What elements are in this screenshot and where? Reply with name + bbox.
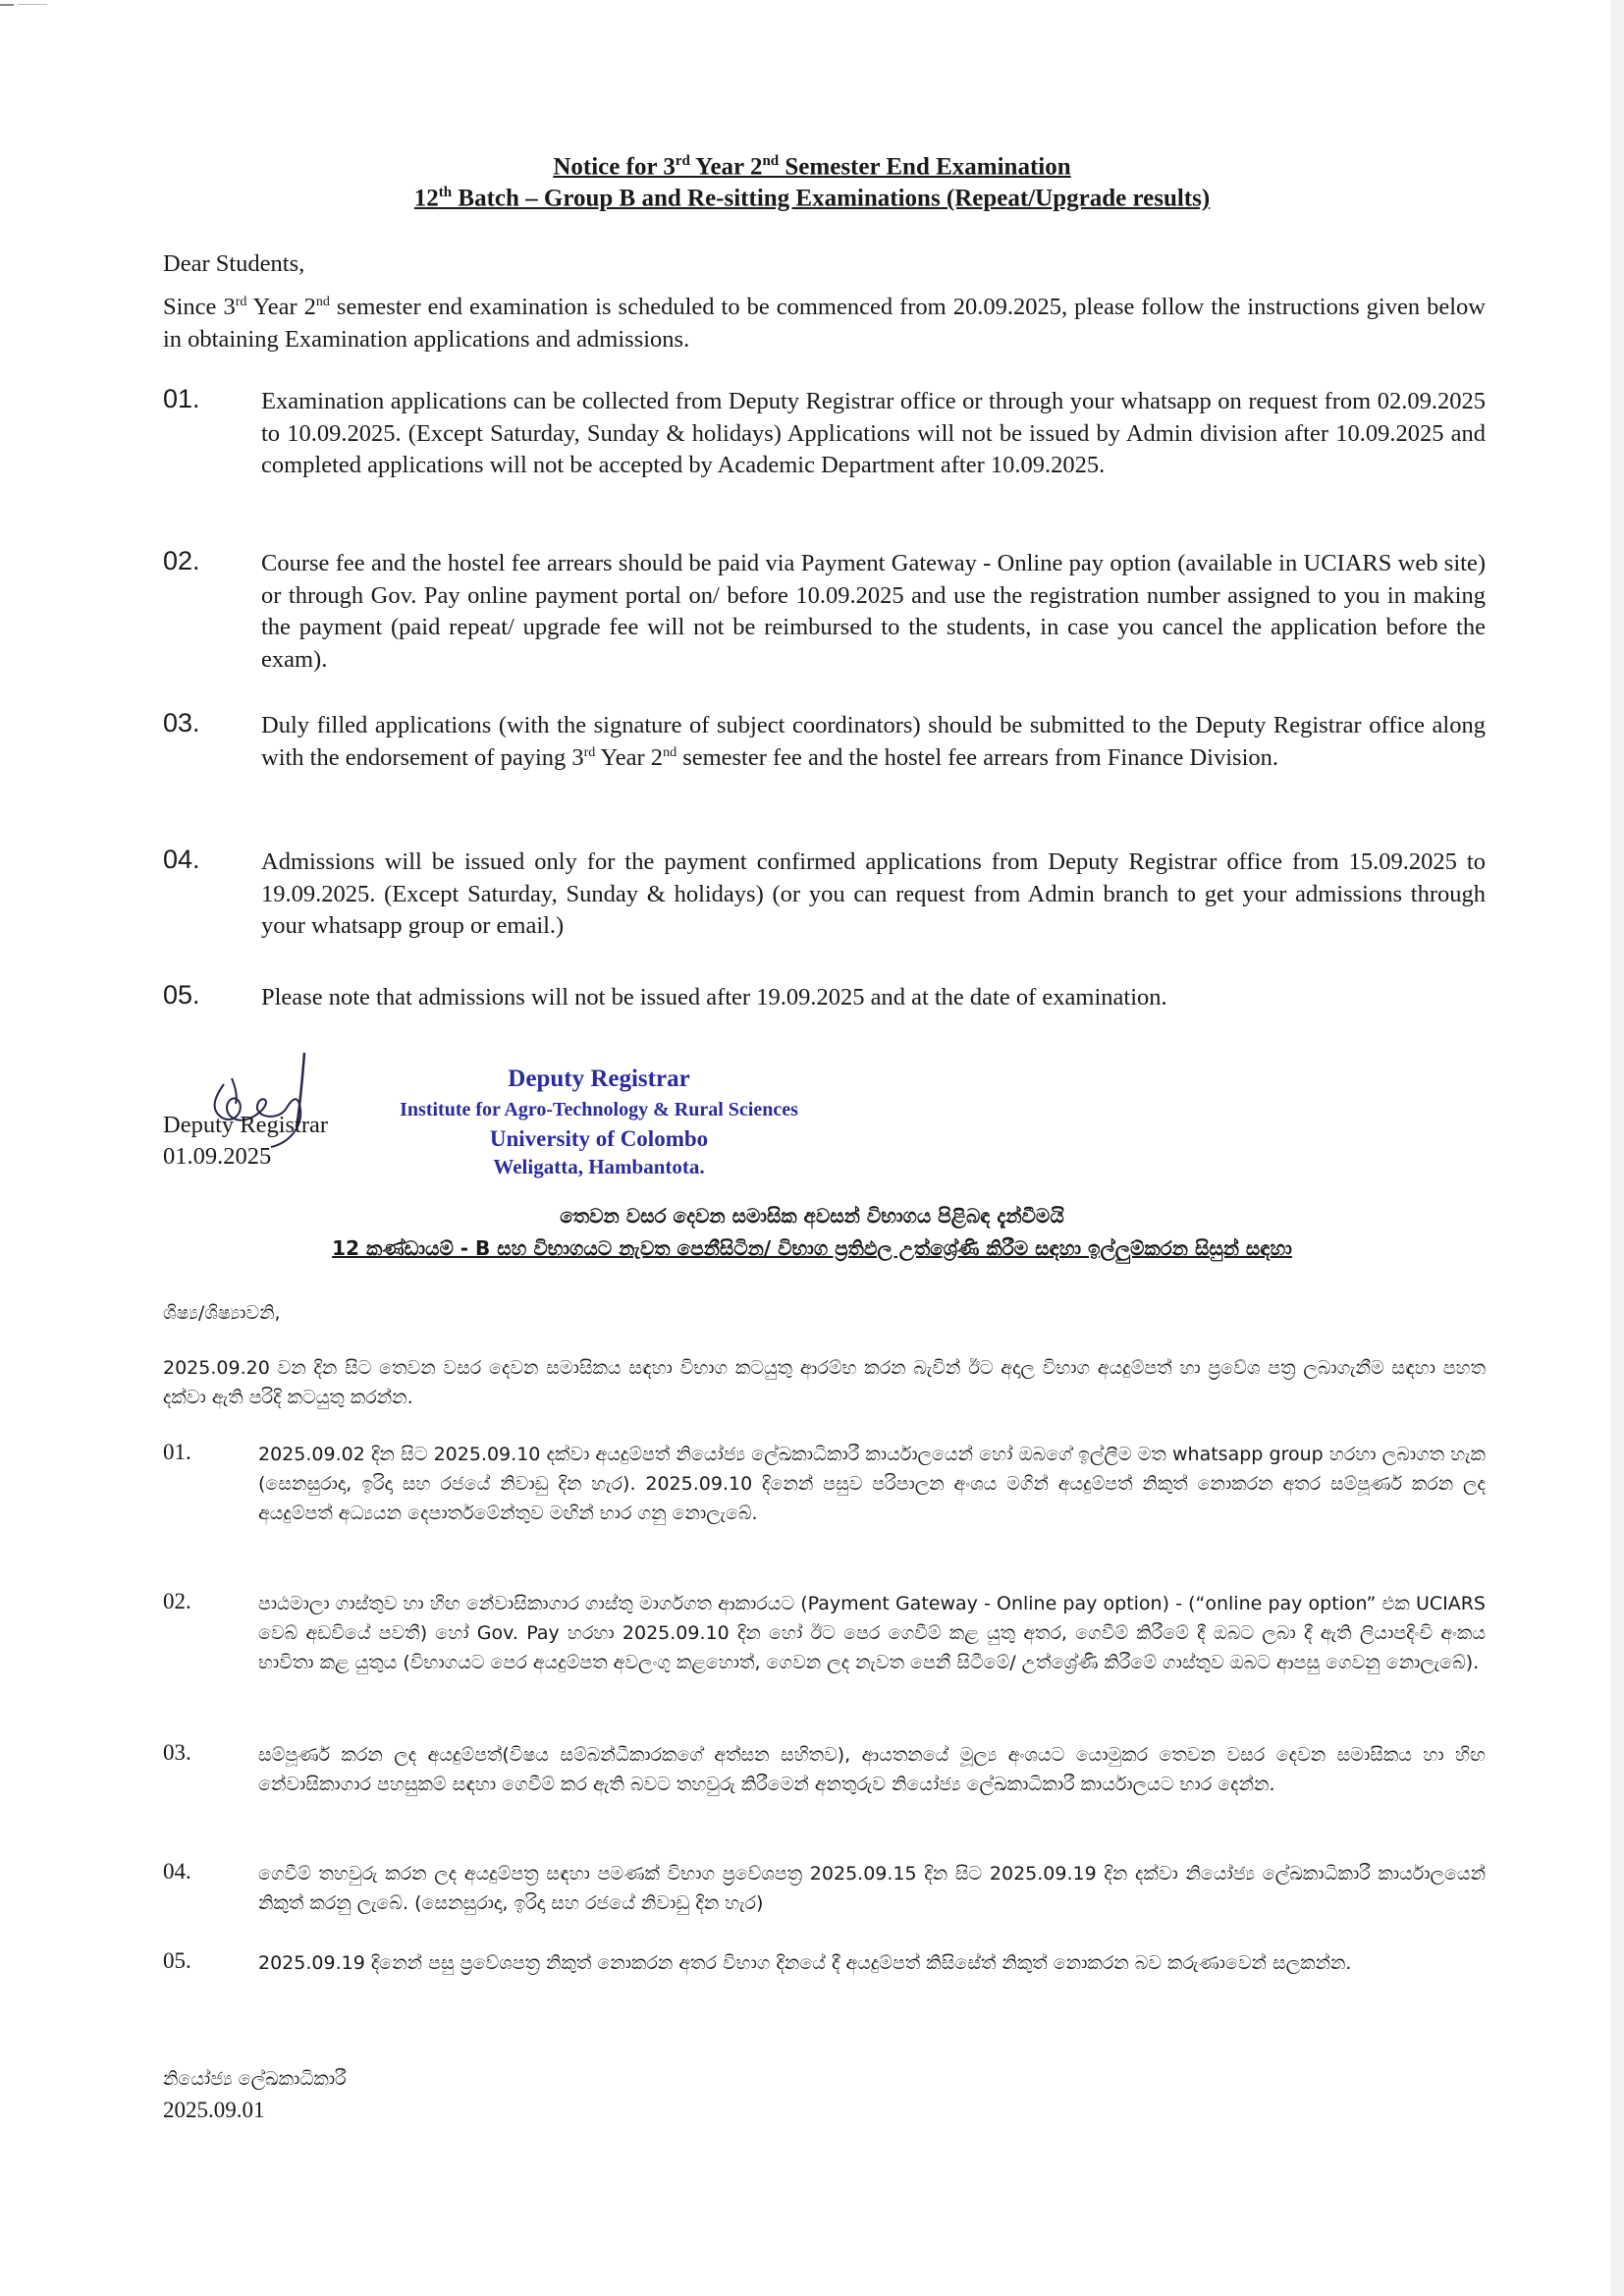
- item-text: Examination applications can be collected from Deputy Registrar office or through your whatsapp on request from 02.09.2025 to 10.09.2025. (Except Saturday, Sunday & holidays) Applications will not be issued by Admin division after 10.09.2025 and completed applications will not be accepted by Academic Department after 10.09.2025.: [261, 388, 1486, 478]
- intro-paragraph: Since 3rd Year 2nd semester end examination is scheduled to be commenced from 20.09.2025, please follow the instructions given below in obtaining Examination applications and admissions.: [163, 294, 1486, 353]
- stamp-title: Deputy Registrar: [508, 1066, 690, 1092]
- stamp-university: University of Colombo: [489, 1126, 709, 1151]
- item-text: Please note that admissions will not be issued after 19.09.2025 and at the date of examination.: [261, 984, 1167, 1011]
- signatory-title: Deputy Registrar: [163, 1112, 329, 1138]
- item-text: Duly filled applications (with the signature of subject coordinators) should be submitted to the Deputy Registrar office along with the endorsement of paying 3rd Year 2nd semester fee and the hostel fee arrears from Finance Division.: [261, 712, 1486, 771]
- salutation: Dear Students,: [163, 250, 305, 277]
- notice-title-line-2: 12th Batch – Group B and Re-sitting Examinations (Repeat/Upgrade results): [413, 185, 1211, 212]
- scan-mark: [0, 4, 14, 6]
- item-text: Course fee and the hostel fee arrears should be paid via Payment Gateway - Online pay option (available in UCIARS web site) or through Gov. Pay online payment portal on/ before 10.09.2025 and use the registration number assigned to you in making the payment (paid repeat/ upgrade fee will not be reimbursed to the students, in case you cancel the application before the exam).: [261, 550, 1486, 673]
- item-number: 01.: [163, 1440, 191, 1464]
- item-text: Admissions will be issued only for the payment confirmed applications from Deputy Registrar office from 15.09.2025 to 19.09.2025. (Except Saturday, Sunday & holidays) (or you can request from Admin branch to get your admissions through your whatsapp group or email.): [261, 848, 1486, 939]
- signature-date: 01.09.2025: [163, 1143, 272, 1170]
- sinhala-intro: 2025.09.20 වන දින සිට තෙවන වසර දෙවන සමාසිකය සඳහා විභාග කටයුතු ආරම්භ කරන බැවින් ඊට අදාල විභාග අයදුම්පත් හා ප්‍රවේශ පත්‍ර ලබාගැනීම සඳහා පහත දක්වා ඇති පරිදි කටයුතු කරන්න.: [163, 1357, 1486, 1408]
- item-text: සම්පූර්ණ කරන ලද අයදුම්පත්(විෂය සම්බන්ධීකාරකගේ අත්සන සහිතව), ආයතනයේ මූල්‍ය අංශයට යොමුකර තෙවන වසර දෙවන සමාසිකය හා හිඟ නේවාසිකාගාර පහසුකම් සඳහා ගෙවීම් කර ඇති බවට තහවුරු කිරීමෙන් අනතුරුව නියෝජ්‍ය ලේඛකාධිකාරී කාර්යාලයට භාර දෙන්න.: [258, 1744, 1486, 1795]
- item-text: ගෙවීම් තහවුරු කරන ලද අයදුම්පත්‍ර සඳහා පමණක් විභාග ප්‍රවේශපත්‍ර 2025.09.15 දින සිට 2025.09.19 දින දක්වා නියෝජ්‍ය ලේඛකාධිකාරී කාර්යාලයෙන් නිකුත් කරනු ලැබේ. (සෙනසුරාදා, ඉරිදා සහ රජයේ නිවාඩු දින හැර): [258, 1863, 1486, 1914]
- item-text: පාඨමාලා ගාස්තුව හා හිඟ නේවාසිකාගාර ගාස්තු මාර්ගගත ආකාරයට (Payment Gateway - Online pay option) - (“online pay option” එක UCIARS වෙබ් අඩවියේ පවතී) හෝ Gov. Pay හරහා 2025.09.10 දින හෝ ඊට පෙර ගෙවීම් කළ යුතු අතර, ගෙවීම් කිරීමේ දී ඔබට ලබා දී ඇති ලියාපදිංචි අංකය භාවිතා කළ යුතුය (විභාගයට පෙර අයදුම්පත අවලංගු කළහොත්, ගෙවන ලද නැවත පෙනී සිටීමේ/ උත්ශ්‍රේණි කිරීමේ ගාස්තුව ඔබට ආපසු ගෙවනු නොලැබේ).: [258, 1593, 1486, 1673]
- scan-edge: [1610, 0, 1624, 2296]
- sinhala-date: 2025.09.01: [163, 2098, 265, 2122]
- notice-title-line-1: Notice for 3rd Year 2nd Semester End Examination: [553, 153, 1071, 181]
- item-number: 04.: [163, 845, 200, 874]
- sinhala-title-line-1: තෙවන වසර දෙවන සමාසික අවසන් විභාගය පිළිබඳ දැන්වීමයි: [560, 1204, 1064, 1228]
- item-number: 02.: [163, 1589, 191, 1613]
- item-number: 03.: [163, 708, 200, 738]
- stamp-address: Weligatta, Hambantota.: [493, 1155, 705, 1178]
- item-number: 05.: [163, 1948, 191, 1973]
- item-number: 01.: [163, 384, 200, 413]
- item-text: 2025.09.02 දින සිට 2025.09.10 දක්වා අයදුම්පත් නියෝජ්‍ය ලේඛකාධිකාරී කාර්යාලයෙන් හෝ ඔබගේ ඉල්ලීම මත whatsapp group හරහා ලබාගත හැක (සෙනසුරාදා, ඉරිදා සහ රජයේ නිවාඩු දින හැර). 2025.09.10 දිනෙන් පසුව පරිපාලන අංශය මගින් අයදුම්පත් නිකුත් නොකරන අතර සම්පූර්ණ කරන ලද අයදුම්පත් අධ්‍යයන දෙපාර්තමේන්තුව මඟින් භාර ගනු නොලැබේ.: [258, 1444, 1486, 1524]
- stamp-institute: Institute for Agro-Technology & Rural Sciences: [400, 1099, 798, 1121]
- item-number: 03.: [163, 1740, 191, 1765]
- sinhala-title-line-2: 12 කණ්ඩායම් - B සහ විභාගයට නැවත පෙනීසිටින/ විභාග ප්‍රතිඵල උත්ශ්‍රේණි කිරීම සඳහා ඉල්ලුම්කරන සිසුන් සඳහා: [332, 1236, 1292, 1260]
- item-text: 2025.09.19 දිනෙන් පසු ප්‍රවේශපත්‍ර නිකුත් නොකරන අතර විභාග දිනයේ දී අයදුම්පත් කිසිසේත් නිකුත් නොකරන බව කරුණාවෙන් සලකන්න.: [258, 1952, 1352, 1974]
- sinhala-salutation: ශිෂ්‍ය/ශිෂ්‍යාවනි,: [163, 1302, 281, 1324]
- sinhala-signatory: නියෝජ්‍ය ලේඛකාධිකාරී: [163, 2068, 347, 2090]
- item-number: 04.: [163, 1859, 191, 1884]
- scan-mark: [18, 4, 47, 5]
- item-number: 02.: [163, 546, 200, 575]
- item-number: 05.: [163, 980, 200, 1010]
